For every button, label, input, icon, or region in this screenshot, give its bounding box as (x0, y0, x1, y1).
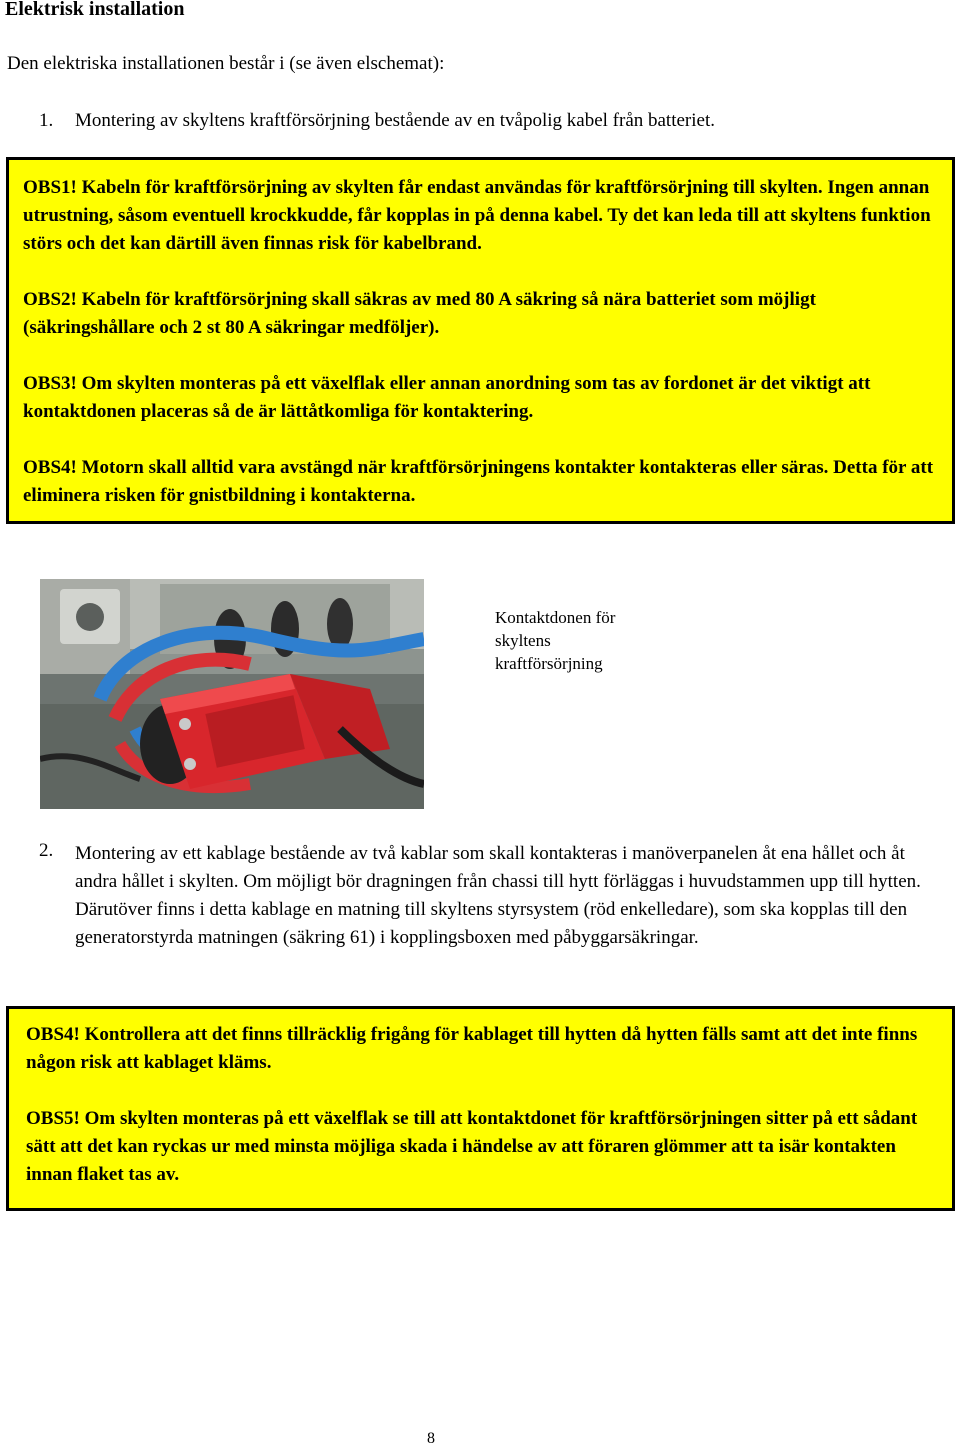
list-number: 2. (39, 840, 54, 861)
list-text-block (75, 840, 949, 952)
list-text: Montering av skyltens kraftförsörjning bestående av en tvåpolig kabel från batteriet. (75, 110, 715, 131)
intro-text: Den elektriska installationen består i (se även elschemat): (7, 53, 445, 74)
connector-photo (40, 579, 424, 809)
warning-obs4-cab: OBS4! Kontrollera att det finns tillräcklig frigång för kablaget till hytten då hytten fälls samt att det inte finns någon risk att kablaget kläms. (26, 1024, 918, 1073)
page-heading: Elektrisk installation (5, 0, 185, 20)
list-item (39, 840, 949, 952)
connector-photo-illustration (40, 579, 424, 809)
warning-box (6, 1006, 955, 1211)
photo-caption (495, 606, 675, 675)
warning-obs2: OBS2! Kabeln för kraftförsörjning skall säkras av med 80 A säkring så nära batteriet som möjligt (säkringshållare och 2 st 80 A säkringar medföljer). (23, 289, 816, 338)
warning-box (6, 157, 955, 524)
list-item (39, 110, 949, 132)
caption-line: kraftförsörjning (495, 654, 603, 673)
list-number: 1. (39, 110, 54, 131)
warning-obs1: OBS1! Kabeln för kraftförsörjning av skylten får endast användas för kraftförsörjning till skylten. Ingen annan utrustning, såsom eventuell krockkudde, får kopplas in på denna kabel. Ty det kan leda till att skyltens funktion störs och det kan därtill även finnas risk för kabelbrand. (23, 177, 931, 254)
list-text: Montering av ett kablage bestående av två kablar som skall kontakteras i manöverpanelen åt ena hållet och åt andra hållet i skylten. Om möjligt bör dragningen från chassi till hytt förläggas i huvudstammen upp till hytten. (75, 843, 921, 892)
warning-obs4: OBS4! Motorn skall alltid vara avstängd när kraftförsörjningens kontakter kontakteras eller säras. Detta för att eliminera risken för gnistbildning i kontakterna. (23, 457, 934, 506)
caption-line: skyltens (495, 631, 551, 650)
page-number: 8 (427, 1430, 435, 1447)
list-text-continued: Därutöver finns i detta kablage en matning till skyltens styrsystem (röd enkelledare), som ska kopplas till den generatorstyrda matningen (säkring 61) i kopplingsboxen med påbyggarsäkringar. (75, 899, 908, 948)
caption-line: Kontaktdonen för (495, 608, 616, 627)
warning-obs5: OBS5! Om skylten monteras på ett växelflak se till att kontaktdonet för kraftförsörjningen sitter på ett sådant sätt att det kan ryckas ur med minsta möjliga skada i händelse av att föraren glömmer att ta isär kontakten innan flaket tas av. (26, 1108, 918, 1185)
warning-obs3: OBS3! Om skylten monteras på ett växelflak eller annan anordning som tas av fordonet är det viktigt att kontaktdonen placeras så de är lättåtkomliga för kontaktering. (23, 373, 871, 422)
